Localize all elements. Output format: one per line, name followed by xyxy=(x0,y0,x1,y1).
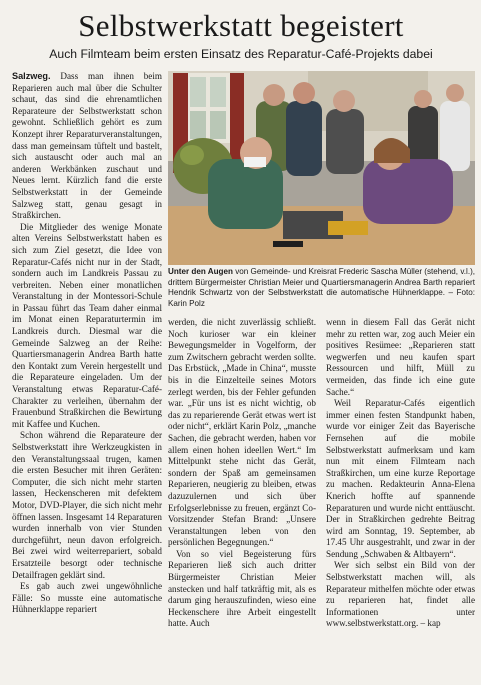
paragraph xyxy=(12,71,162,222)
headline: Selbstwerkstatt begeistert xyxy=(78,8,404,43)
paragraph: Von so viel Begeisterung fürs Reparieren ließ sich auch dritter Bürgermeister Christian Meier anstecken und half tatkräftig mit, als es darum ging herauszufinden, wieso eine Heckenschere ihre Arbeit eingestellt hatte. Auch xyxy=(168,548,316,629)
caption-lead: Unter den Augen xyxy=(168,267,233,276)
dateline: Salzweg. xyxy=(12,71,51,81)
paragraph: Die Mitglieder des wenige Monate alten Vereins Selbstwerkstatt haben es sich zum Ziel gesetzt, die Idee von Reparatur-Cafés nicht nur in der Stadt, sondern auch im Landkreis Passau zu verbreiten. Neben einer monatlichen Veranstaltung in der Montessori-Schule in Passau führt das Team daher einmal im Monat einen Reparaturtermin im Landkreis durch. Diesmal war die Gemeinde Salzweg an der Reihe: Quartiersmanagerin Andrea Barth hatte den Kontakt zum Verein hergestellt und die Reparateure eingeladen. Um der Veranstaltung etwas Reparatur-Café-Charakter zu verleihen, übernahm der Frauenbund Straßkirchen die Bewirtung mit Kaffee und Kuchen. xyxy=(12,221,162,429)
article-column-2 xyxy=(168,317,316,630)
article-photo-block xyxy=(168,71,475,309)
paragraph: Wer sich selbst ein Bild von der Selbstwerkstatt machen will, als Reparateur mithelfen möchte oder etwas zu reparieren hat, findet alle Informationen unter www.selbstwerkstatt.org. – kap xyxy=(326,560,475,629)
photo-credit: – Foto: Karin Polz xyxy=(168,288,475,308)
article-column-1 xyxy=(12,71,162,616)
caption-text: von Gemeinde- und Kreisrat Frederic Sascha Müller (stehend, v.l.), drittem Bürgermeister Christian Meier und Quartiersmanagerin Andrea Barth repariert Hendrik Schwartz von der Selbstwerkstatt die automatische Hühnerklappe. xyxy=(168,267,476,298)
paragraph: wenn in diesem Fall das Gerät nicht mehr zu retten war, zog auch Meier ein positives Resümee: „Reparieren statt wegwerfen und neu kaufen spart Ressourcen und hilft, Müll zu vermeiden, das finde ich eine gute Sache.“ xyxy=(326,317,475,397)
repair-cafe-photo xyxy=(168,71,475,265)
subheadline: Auch Filmteam beim ersten Einsatz des Reparatur-Café-Projekts dabei xyxy=(49,47,433,61)
paragraph: Schon während die Reparateure der Selbstwerkstatt ihre Werkzeugkisten in den Veranstaltungssaal trugen, kamen die ersten Besucher mit ihren Geräten: Computer, die sich nicht mehr starten lassen, Heckenscheren mit defektem Motor, DVD-Player, die sich nicht mehr öffnen lassen. Insgesamt 14 Reparaturen wurden innerhalb von vier Stunden durchgeführt, neun davon erfolgreich. Bei zwei wird weiterrepariert, sobald Ersatzteile besorgt oder technische Detailfragen geklärt sind. xyxy=(12,430,162,580)
paragraph: Weil Reparatur-Cafés eigentlich immer einen festen Standpunkt haben, wurde vor einiger Zeit das Bayerische Fernsehen auf die mobile Selbstwerkstatt aufmerksam und kam nun mit einem Filmteam nach Straßkirchen, um eine kurze Reportage zu machen. Redakteurin Anna-Elena Knerich hoffte auf spannende Reparaturen und wurde nicht enttäuscht. Der in Straßkirchen gedrehte Beitrag wird am Sonntag, 19. September, ab 17.45 Uhr ausgestrahlt, und zwar in der Sendung „Schwaben & Altbayern“. xyxy=(326,398,475,559)
paragraph: Es gab auch zwei ungewöhnliche Fälle: So musste eine automatische Hühnerklappe repariert xyxy=(12,581,162,615)
paragraph: werden, die nicht zuverlässig schließt. Noch kurioser war ein kleiner Bewegungsmelder in Vogelform, der zum Zwitschern gebracht werden sollte. Das Erbstück, „Made in China“, musste bis in die Einzelteile seines Motors zerlegt werden, bis der Fehler gefunden war. „Für uns ist es nicht wichtig, ob das zu reparierende Gerät etwas wert ist oder nicht“, erklärt Karin Polz, „manche Sachen, die gebracht werden, haben vor allem einen hohen ideellen Wert.“ Im Mittelpunkt stehe nicht das Gerät, sondern der Spaß am gemeinsamen Reparieren, neugierig zu bleiben, etwas dazuzulernen und sich über Erfolgserlebnisse zu freuen, ergänzt Co-Vorsitzender Stefan Brand: „Unsere Veranstaltungen leben von den persönlichen Begegnungen.“ xyxy=(168,317,316,548)
article-column-3 xyxy=(326,317,475,630)
photo-caption xyxy=(168,267,475,309)
paragraph-text: Dass man ihnen beim Reparieren auch mal über die Schulter schaut, das sind die ehrenamtlichen Reparateure der Selbstwerkstatt schon gewohnt. Schließlich gehört es zum Konzept ihrer Reparaturveranstaltungen, dass man gemeinsam tüftelt und bastelt, sich austauscht oder auch mal an anderen Werkbänken zuschaut und Neues lernt. Kürzlich fand die erste Selbstwerkstatt in der Gemeinde Salzweg statt, genau gesagt in Straßkirchen. xyxy=(12,71,162,221)
